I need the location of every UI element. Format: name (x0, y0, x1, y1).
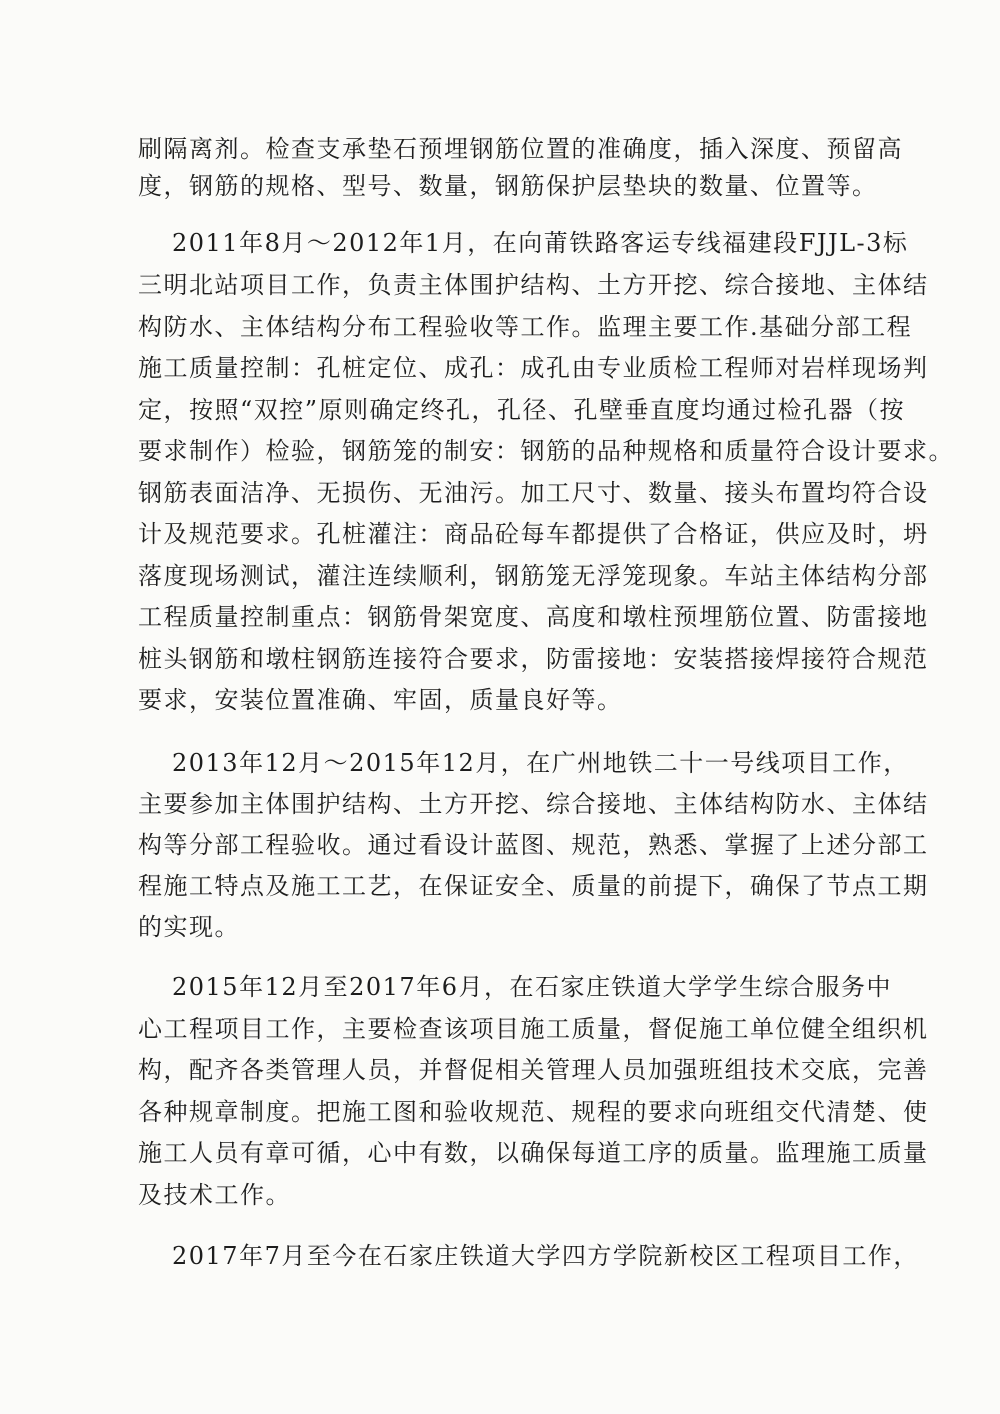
paragraph-first-line: 2013年12月～2015年12月，在广州地铁二十一号线项目工作， (172, 749, 909, 777)
text-line: 及技术工作。 (138, 1181, 291, 1209)
text-line: 心工程项目工作，主要检查该项目施工质量，督促施工单位健全组织机 (138, 1015, 929, 1043)
text-line: 桩头钢筋和墩柱钢筋连接符合要求，防雷接地：安装搭接焊接符合规范 (138, 645, 929, 673)
text-line: 落度现场测试，灌注连续顺利，钢筋笼无浮笼现象。车站主体结构分部 (138, 562, 929, 590)
paragraph-first-line: 2011年8月～2012年1月，在向莆铁路客运专线福建段FJJL-3标 (172, 229, 909, 257)
text-line: 三明北站项目工作，负责主体围护结构、土方开挖、综合接地、主体结 (138, 271, 929, 299)
text-line: 要求制作）检验，钢筋笼的制安：钢筋的品种规格和质量符合设计要求。 (138, 437, 954, 465)
text-line: 要求，安装位置准确、牢固，质量良好等。 (138, 686, 623, 714)
text-line: 工程质量控制重点：钢筋骨架宽度、高度和墩柱预埋筋位置、防雷接地 (138, 603, 929, 631)
text-line: 构，配齐各类管理人员，并督促相关管理人员加强班组技术交底，完善 (138, 1056, 929, 1084)
paragraph-first-line: 2015年12月至2017年6月，在石家庄铁道大学学生综合服务中 (172, 973, 892, 1001)
text-line: 构防水、主体结构分布工程验收等工作。监理主要工作.基础分部工程 (138, 313, 913, 341)
text-line: 施工人员有章可循，心中有数，以确保每道工序的质量。监理施工质量 (138, 1139, 929, 1167)
text-line: 的实现。 (138, 913, 240, 941)
text-line: 度，钢筋的规格、型号、数量，钢筋保护层垫块的数量、位置等。 (138, 172, 878, 200)
text-line: 主要参加主体围护结构、土方开挖、综合接地、主体结构防水、主体结 (138, 790, 929, 818)
text-line: 构等分部工程验收。通过看设计蓝图、规范，熟悉、掌握了上述分部工 (138, 831, 929, 859)
text-line: 计及规范要求。孔桩灌注：商品砼每车都提供了合格证，供应及时，坍 (138, 520, 929, 548)
text-line: 定，按照“双控”原则确定终孔，孔径、孔壁垂直度均通过检孔器（按 (138, 396, 906, 424)
text-line: 程施工特点及施工工艺，在保证安全、质量的前提下，确保了节点工期 (138, 872, 929, 900)
paragraph-first-line: 2017年7月至今在石家庄铁道大学四方学院新校区工程项目工作， (172, 1242, 919, 1270)
text-line: 刷隔离剂。检查支承垫石预埋钢筋位置的准确度，插入深度、预留高 (138, 135, 903, 163)
text-line: 各种规章制度。把施工图和验收规范、规程的要求向班组交代清楚、使 (138, 1098, 929, 1126)
text-line: 钢筋表面洁净、无损伤、无油污。加工尺寸、数量、接头布置均符合设 (138, 479, 929, 507)
text-line: 施工质量控制：孔桩定位、成孔：成孔由专业质检工程师对岩样现场判 (138, 354, 929, 382)
